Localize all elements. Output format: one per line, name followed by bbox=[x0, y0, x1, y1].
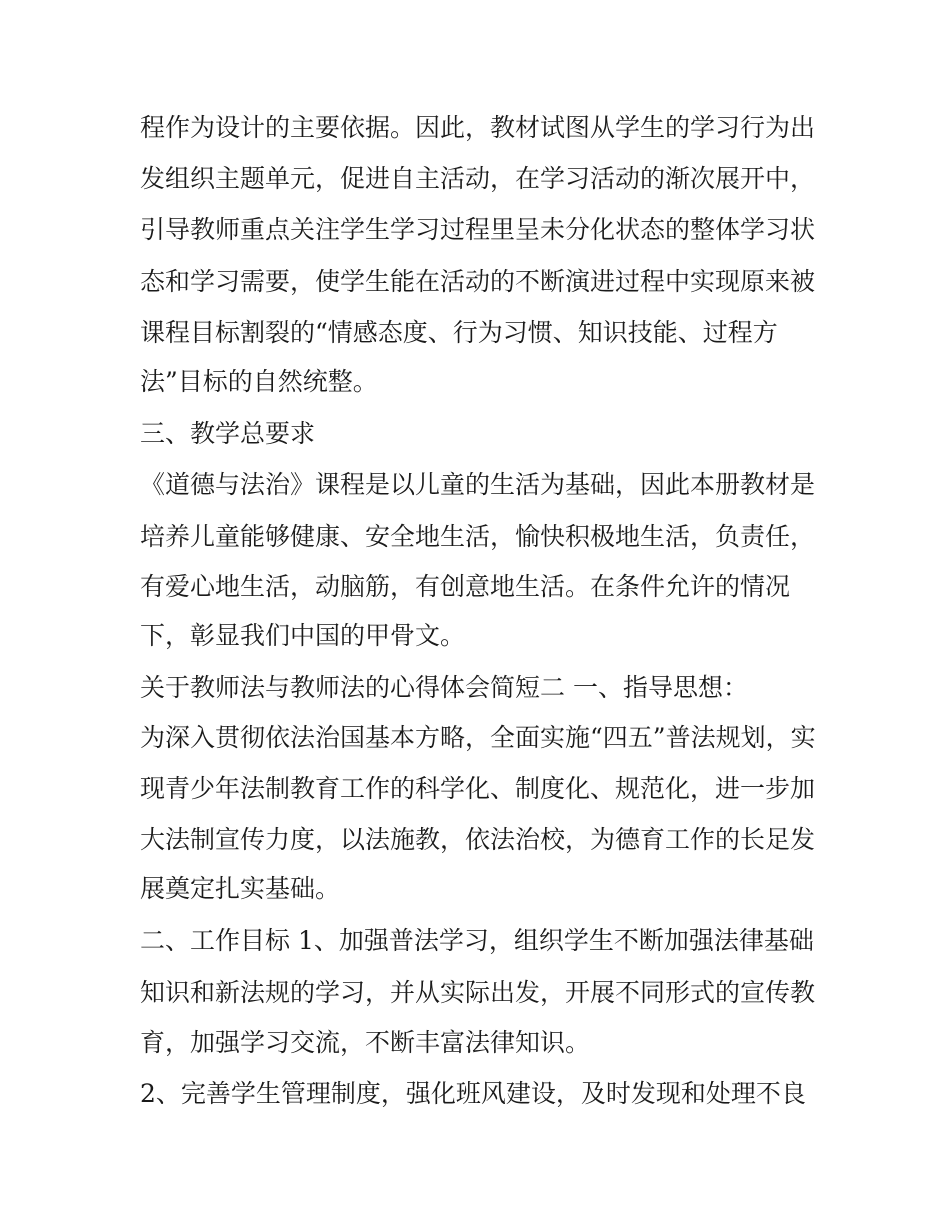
text-line-9: 培养儿童能够健康、安全地生活，愉快积极地生活，负责任， bbox=[140, 522, 816, 551]
text-line-6: 法”目标的自然统整。 bbox=[140, 367, 378, 396]
text-line-18: 知识和新法规的学习，并从实际出发，开展不同形式的宣传教 bbox=[140, 978, 816, 1007]
text-line-1: 程作为设计的主要依据。因此，教材试图从学生的学习行为出 bbox=[140, 113, 816, 142]
section-heading-3: 三、教学总要求 bbox=[140, 419, 316, 448]
text-line-20: 2、完善学生管理制度，强化班风建设，及时发现和处理不良 bbox=[140, 1079, 806, 1108]
text-line-16: 展奠定扎实基础。 bbox=[140, 874, 341, 903]
text-line-8: 《道德与法治》课程是以儿童的生活为基础，因此本册教材是 bbox=[140, 470, 816, 499]
text-line-14: 现青少年法制教育工作的科学化、制度化、规范化，进一步加 bbox=[140, 774, 816, 803]
text-line-13: 为深入贯彻依法治国基本方略，全面实施“四五”普法规划，实 bbox=[140, 723, 816, 752]
text-line-15: 大法制宣传力度，以法施教，依法治校，为德育工作的长足发 bbox=[140, 825, 816, 854]
text-line-4: 态和学习需要，使学生能在活动的不断演进过程中实现原来被 bbox=[140, 267, 816, 296]
text-line-2: 发组织主题单元，促进自主活动，在学习活动的渐次展开中， bbox=[140, 164, 816, 193]
text-line-10: 有爱心地生活，动脑筋，有创意地生活。在条件允许的情况 bbox=[140, 572, 791, 601]
text-line-5: 课程目标割裂的“情感态度、行为习惯、知识技能、过程方 bbox=[140, 318, 778, 347]
text-line-3: 引导教师重点关注学生学习过程里呈未分化状态的整体学习状 bbox=[140, 215, 816, 244]
text-line-12: 关于教师法与教师法的心得体会简短二 一、指导思想： bbox=[140, 673, 748, 702]
text-line-17: 二、工作目标 1、加强普法学习，组织学生不断加强法律基础 bbox=[140, 926, 814, 955]
text-line-11: 下，彰显我们中国的甲骨文。 bbox=[140, 621, 466, 650]
text-line-19: 育，加强学习交流，不断丰富法律知识。 bbox=[140, 1028, 591, 1057]
